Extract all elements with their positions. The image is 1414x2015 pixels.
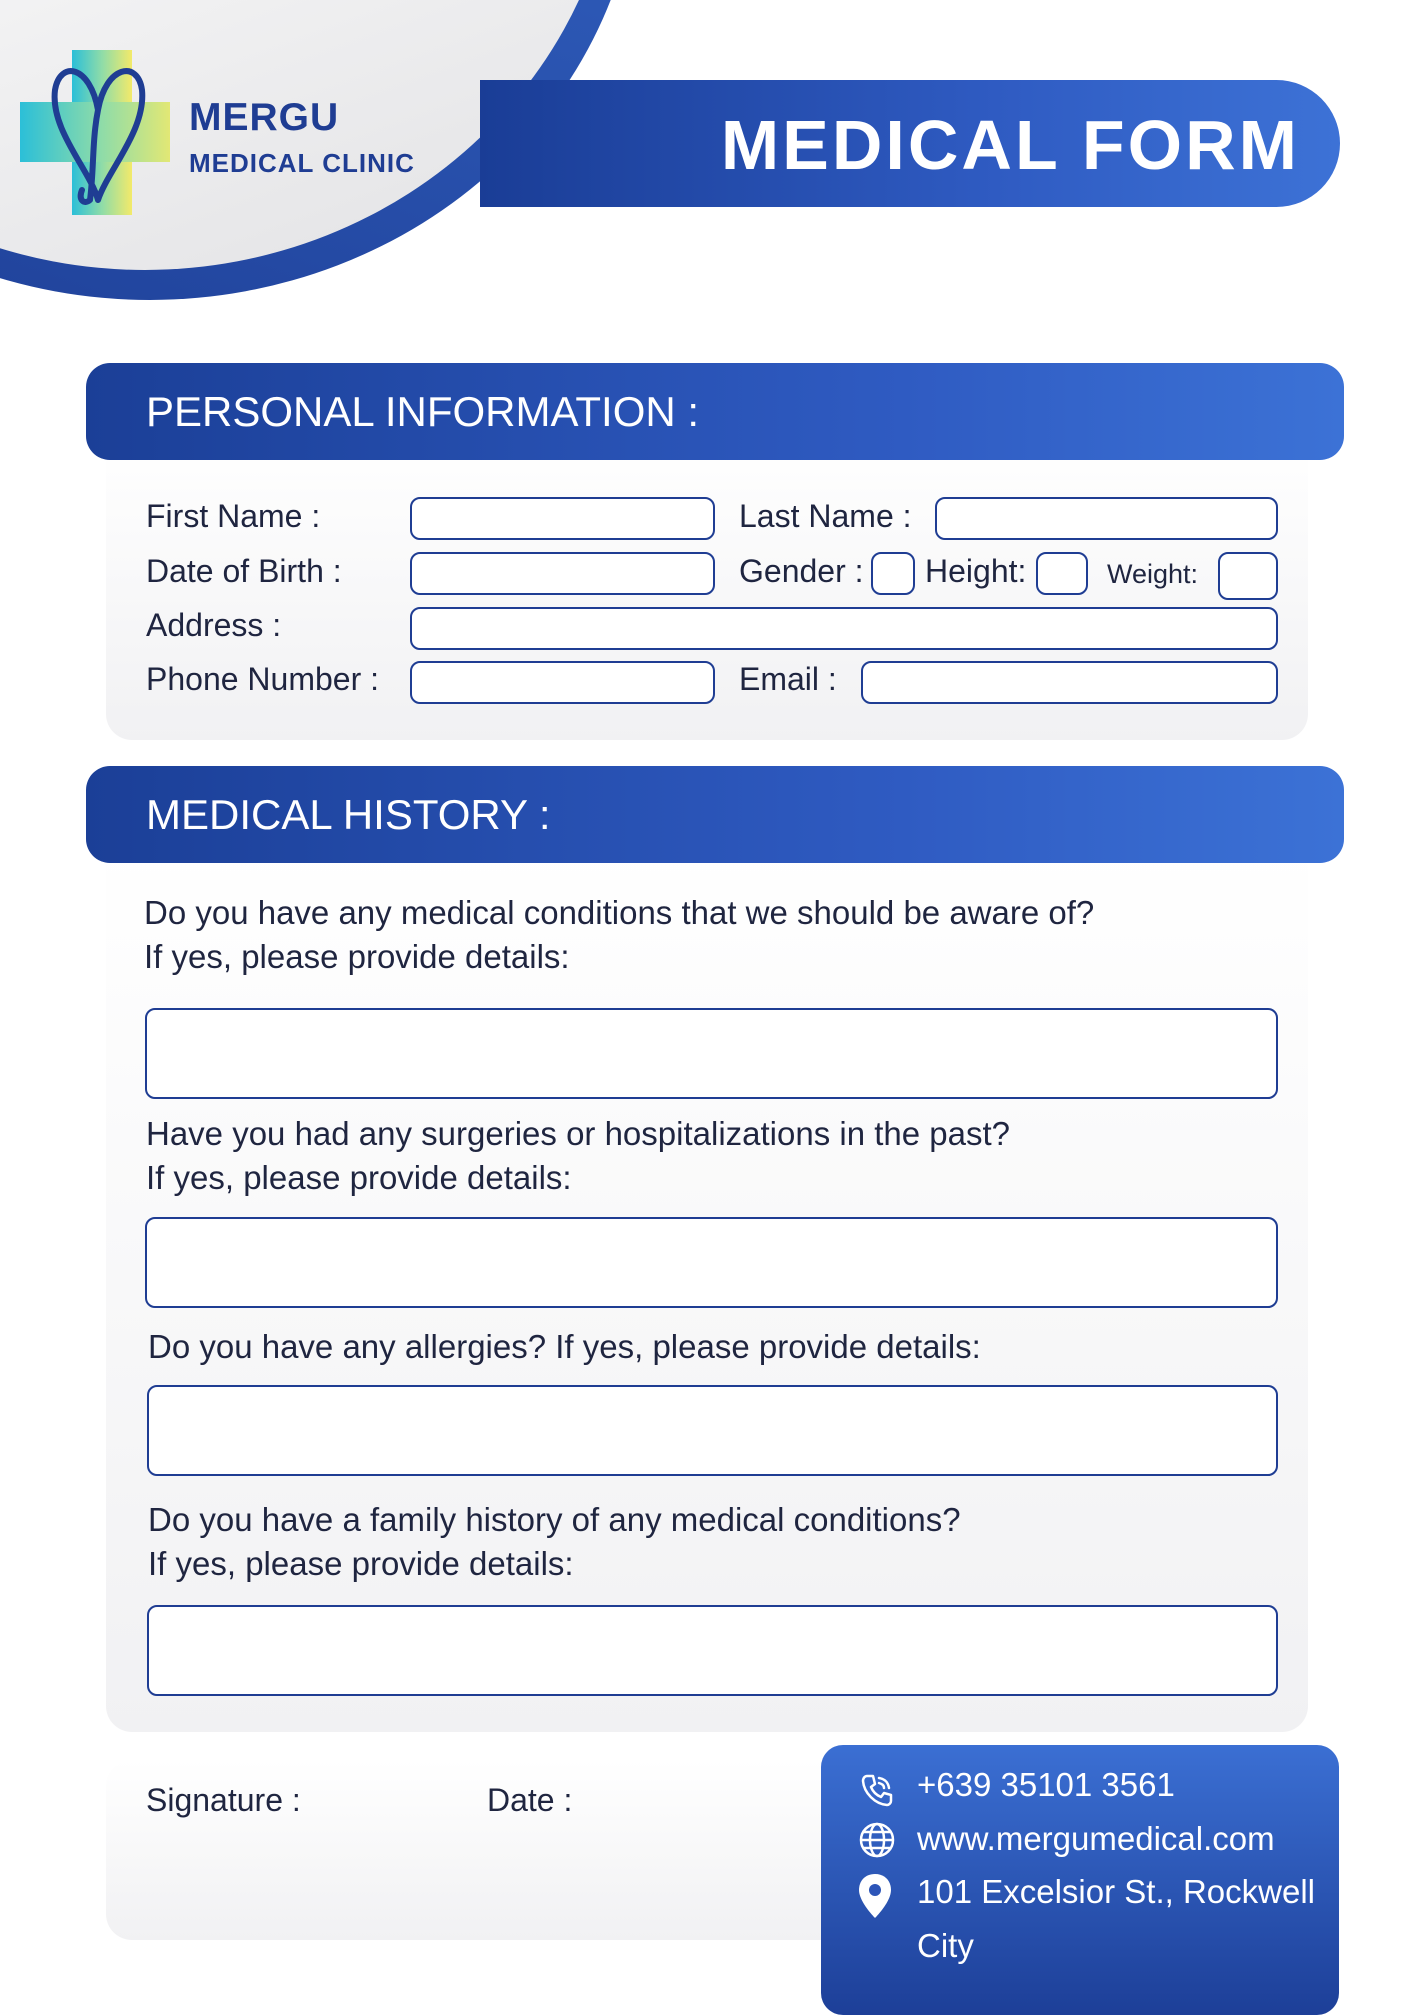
email-field[interactable] [861,661,1278,704]
last-name-field[interactable] [935,497,1278,540]
question-1-text: Do you have any medical conditions that we should be aware of? [144,894,1095,931]
gender-field[interactable] [871,552,915,595]
first-name-label: First Name : [146,498,321,534]
height-field[interactable] [1036,552,1088,595]
allergies-field[interactable] [147,1385,1278,1476]
dob-field[interactable] [410,552,715,595]
contact-phone: +639 35101 3561 [917,1766,1175,1803]
phone-icon [857,1770,897,1810]
dob-label: Date of Birth : [146,553,342,589]
contact-address-line2: City [917,1927,974,1964]
question-2-subtext: If yes, please provide details: [146,1159,572,1196]
question-3-text: Do you have any allergies? If yes, please provide details: [148,1328,981,1365]
height-label: Height: [925,553,1027,589]
phone-label: Phone Number : [146,661,380,697]
brand-name: MERGU [189,96,340,139]
signature-label: Signature : [146,1782,301,1818]
question-1-subtext: If yes, please provide details: [144,938,570,975]
globe-icon [857,1820,897,1860]
clinic-logo-icon [20,50,170,215]
surgeries-field[interactable] [145,1217,1278,1308]
family-history-field[interactable] [147,1605,1278,1696]
brand-subtitle: MEDICAL CLINIC [189,148,415,178]
weight-field[interactable] [1218,552,1278,600]
medical-history-header: MEDICAL HISTORY : [86,766,1344,863]
first-name-field[interactable] [410,497,715,540]
location-pin-icon [855,1872,895,1920]
personal-info-header: PERSONAL INFORMATION : [86,363,1344,460]
medical-conditions-field[interactable] [145,1008,1278,1099]
address-field[interactable] [410,607,1278,650]
question-4-subtext: If yes, please provide details: [148,1545,574,1582]
contact-website[interactable]: www.mergumedical.com [917,1820,1275,1857]
contact-address-line1: 101 Excelsior St., Rockwell [917,1873,1315,1910]
address-label: Address : [146,607,282,643]
email-label: Email : [739,661,837,697]
gender-label: Gender : [739,553,864,589]
last-name-label: Last Name : [739,498,912,534]
question-4-text: Do you have a family history of any medical conditions? [148,1501,961,1538]
date-label: Date : [487,1782,573,1818]
form-title: MEDICAL FORM [720,106,1300,184]
weight-label: Weight: [1107,559,1199,589]
phone-field[interactable] [410,661,715,704]
question-2-text: Have you had any surgeries or hospitalizations in the past? [146,1115,1011,1152]
